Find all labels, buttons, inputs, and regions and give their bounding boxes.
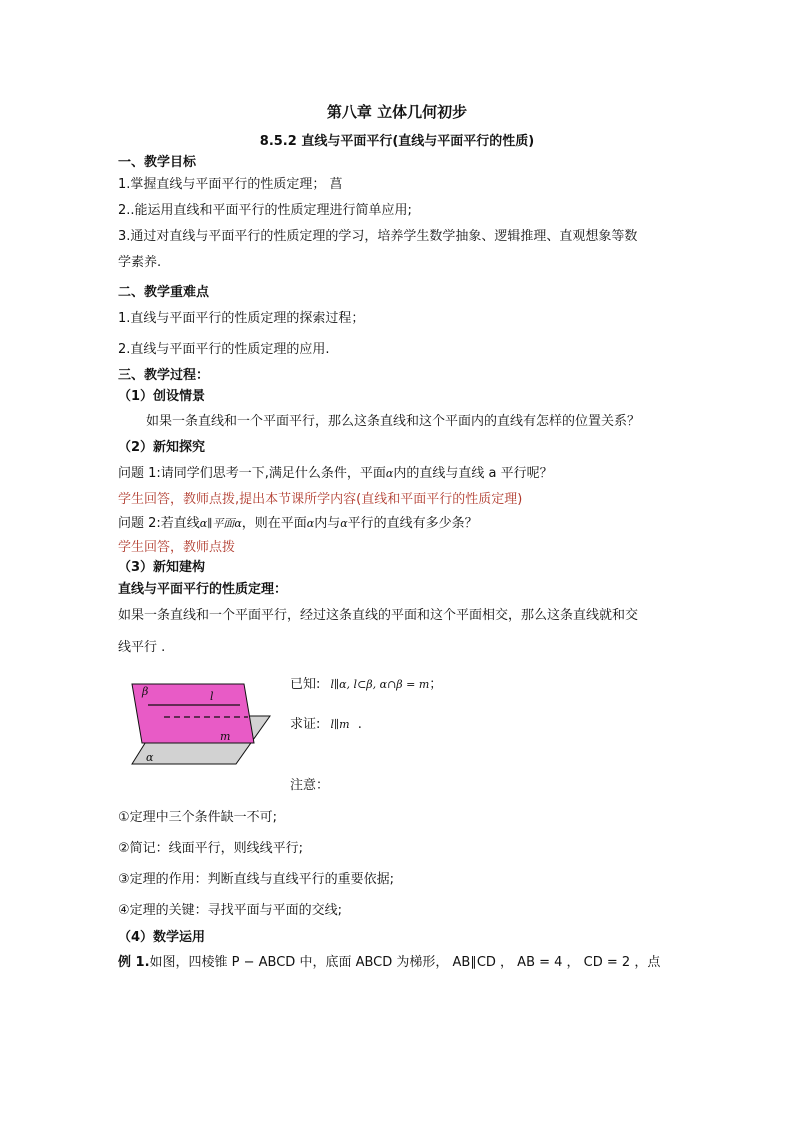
section-heading-process: 三、教学过程： <box>118 368 210 383</box>
note-item-1: ①定理中三个条件缺一不可; <box>118 810 278 825</box>
alpha-symbol: α <box>234 517 242 530</box>
note-item-2: ②简记：线面平行，则线线平行; <box>118 841 304 856</box>
answer-1: 学生回答，教师点拨,提出本节课所学内容(直线和平面平行的性质定理) <box>118 492 523 507</box>
note-item-4: ④定理的关键：寻找平面与平面的交线; <box>118 903 343 918</box>
note-item-3: ③定理的作用：判断直线与直线平行的重要依据; <box>118 872 395 887</box>
plane-beta <box>132 684 254 743</box>
label-beta: β <box>142 685 149 698</box>
page-title: 第八章 立体几何初步 <box>326 103 468 121</box>
known-math: l∥α, l⊂β, α∩β = m <box>330 678 430 691</box>
prove-label: 求证: <box>290 717 321 732</box>
prove-end: . <box>357 717 362 732</box>
question-2 <box>118 512 478 531</box>
subsection-exploration: （2）新知探究 <box>118 440 206 455</box>
alpha-symbol: α <box>199 517 208 530</box>
question-2-text-c: 内与 <box>314 516 341 531</box>
alpha-symbol: α <box>340 517 348 530</box>
note-label: 注意： <box>290 778 330 793</box>
goal-item-3-line2: 学素养. <box>118 255 162 270</box>
known-end: ； <box>429 677 443 692</box>
alpha-symbol: α <box>306 517 315 530</box>
theorem-line-2: 线平行 . <box>118 640 166 655</box>
section-heading-key-points: 二、教学重难点 <box>118 285 210 300</box>
goal-item-2: 2..能运用直线和平面平行的性质定理进行简单应用; <box>118 203 412 218</box>
alpha-symbol: α <box>385 467 394 480</box>
question-1-text-a: 问题 1:请同学们思考一下,满足什么条件，平面 <box>118 466 386 481</box>
subsection-construction: （3）新知建构 <box>118 560 206 575</box>
example-label: 例 1. <box>118 955 150 970</box>
prove-math: l∥m <box>330 718 350 731</box>
key-point-1: 1.直线与平面平行的性质定理的探索过程； <box>118 311 365 326</box>
key-point-2: 2.直线与平面平行的性质定理的应用. <box>118 342 330 357</box>
question-2-text-d: 平行的直线有多少条？ <box>347 516 478 531</box>
answer-2: 学生回答，教师点拨 <box>118 540 236 555</box>
subsection-application: （4）数学运用 <box>118 930 206 945</box>
page-subtitle: 8.5.2 直线与平面平行(直线与平面平行的性质) <box>259 134 535 149</box>
label-alpha: α <box>146 751 154 764</box>
known-statement <box>290 673 442 692</box>
question-2-parallel-plane: ∥平面 <box>207 517 235 530</box>
question-2-text-b: ，则在平面 <box>241 516 307 531</box>
goal-item-3-line1: 3.通过对直线与平面平行的性质定理的学习，培养学生数学抽象、逻辑推理、直观想象等数 <box>118 229 638 244</box>
example-text: 如图，四棱锥 P − ABCD 中，底面 ABCD 为梯形， AB∥CD ， AB = 4 ， CD = 2 ，点 <box>149 955 661 970</box>
scenario-text: 如果一条直线和一个平面平行，那么这条直线和这个平面内的直线有怎样的位置关系？ <box>146 414 641 429</box>
label-l: l <box>210 690 214 703</box>
label-m: m <box>220 730 231 743</box>
question-2-text-a: 问题 2:若直线 <box>118 516 200 531</box>
plane-intersection-figure <box>130 680 275 772</box>
question-1-text-b: 内的直线与直线 a 平行呢？ <box>393 466 553 481</box>
question-1 <box>118 462 553 481</box>
example-1 <box>118 951 660 970</box>
prove-statement <box>290 713 362 732</box>
goal-item-1: 1.掌握直线与平面平行的性质定理； 菖 <box>118 177 343 192</box>
theorem-line-1: 如果一条直线和一个平面平行，经过这条直线的平面和这个平面相交，那么这条直线就和交 <box>118 608 639 623</box>
section-heading-goals: 一、教学目标 <box>118 155 197 170</box>
known-label: 已知: <box>290 677 321 692</box>
theorem-title: 直线与平面平行的性质定理： <box>118 582 288 597</box>
subsection-scenario: （1）创设情景 <box>118 389 206 404</box>
